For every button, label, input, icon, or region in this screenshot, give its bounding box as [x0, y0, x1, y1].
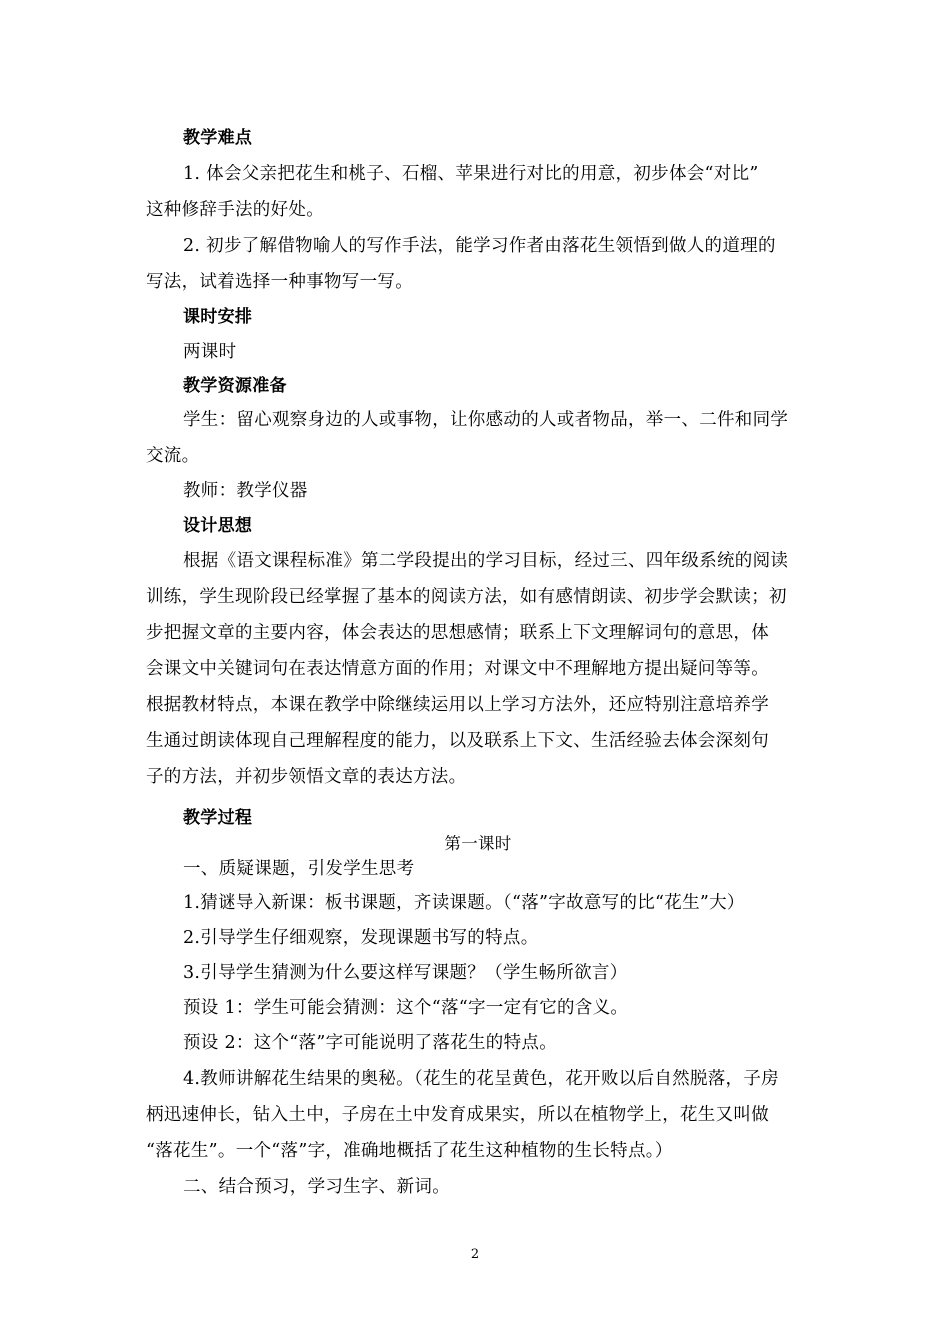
difficulty-heading: 教学难点	[183, 128, 253, 148]
page-number: 2	[470, 1247, 480, 1262]
step1-title: 一、质疑课题，引发学生思考	[183, 859, 415, 879]
preset-1: 预设 1：学生可能会猜测：这个“落“字一定有它的含义。	[183, 998, 629, 1018]
resources-teacher: 教师：教学仪器	[183, 481, 308, 501]
step2-title: 二、结合预习，学习生字、新词。	[183, 1177, 450, 1197]
design-line: 生通过朗读体现自己理解程度的能力，以及联系上下文、生活经验去体会深刻句	[146, 731, 769, 751]
process-heading: 教学过程	[183, 808, 253, 828]
step1-item-3: 3.引导学生猜测为什么要这样写课题？（学生畅所欲言）	[183, 963, 628, 983]
difficulty-item-2-line1: 2. 初步了解借物喻人的写作手法，能学习作者由落花生领悟到做人的道理的	[183, 236, 776, 256]
resources-heading: 教学资源准备	[183, 376, 287, 396]
step1-item-4-line: 4.教师讲解花生结果的奥秘。（花生的花呈黄色，花开败以后自然脱落，子房	[183, 1069, 779, 1089]
design-line: 子的方法，并初步领悟文章的表达方法。	[146, 767, 467, 787]
design-line: 步把握文章的主要内容，体会表达的思想感情；联系上下文理解词句的意思，体	[146, 623, 769, 643]
difficulty-item-1-line1: 1. 体会父亲把花生和桃子、石榴、苹果进行对比的用意，初步体会“对比”	[183, 164, 759, 184]
lesson-title: 第一课时	[444, 834, 512, 853]
design-line: 根据《语文课程标准》第二学段提出的学习目标，经过三、四年级系统的阅读	[183, 551, 789, 571]
resources-student-line2: 交流。	[146, 446, 200, 466]
schedule-text: 两课时	[183, 342, 237, 362]
resources-student-line1: 学生：留心观察身边的人或事物，让你感动的人或者物品，举一、二件和同学	[183, 410, 789, 430]
step1-item-2: 2.引导学生仔细观察，发现课题书写的特点。	[183, 928, 539, 948]
design-line: 训练，学生现阶段已经掌握了基本的阅读方法，如有感情朗读、初步学会默读；初	[146, 587, 787, 607]
preset-2: 预设 2：这个“落”字可能说明了落花生的特点。	[183, 1033, 557, 1053]
difficulty-item-1-line2: 这种修辞手法的好处。	[146, 200, 324, 220]
step1-item-4-line: 柄迅速伸长，钻入土中，子房在土中发育成果实，所以在植物学上，花生又叫做	[146, 1105, 769, 1125]
design-line: 根据教材特点，本课在教学中除继续运用以上学习方法外，还应特别注意培养学	[146, 695, 769, 715]
design-heading: 设计思想	[183, 516, 253, 536]
design-line: 会课文中关键词句在表达情意方面的作用；对课文中不理解地方提出疑问等等。	[146, 659, 769, 679]
difficulty-item-2-line2: 写法，试着选择一种事物写一写。	[146, 272, 413, 292]
schedule-heading: 课时安排	[183, 307, 253, 327]
step1-item-1: 1.猜谜导入新课：板书课题，齐读课题。（“落”字故意写的比“花生”大）	[183, 893, 745, 913]
step1-item-4-line: “落花生”。一个“落”字，准确地概括了花生这种植物的生长特点。）	[146, 1141, 673, 1161]
